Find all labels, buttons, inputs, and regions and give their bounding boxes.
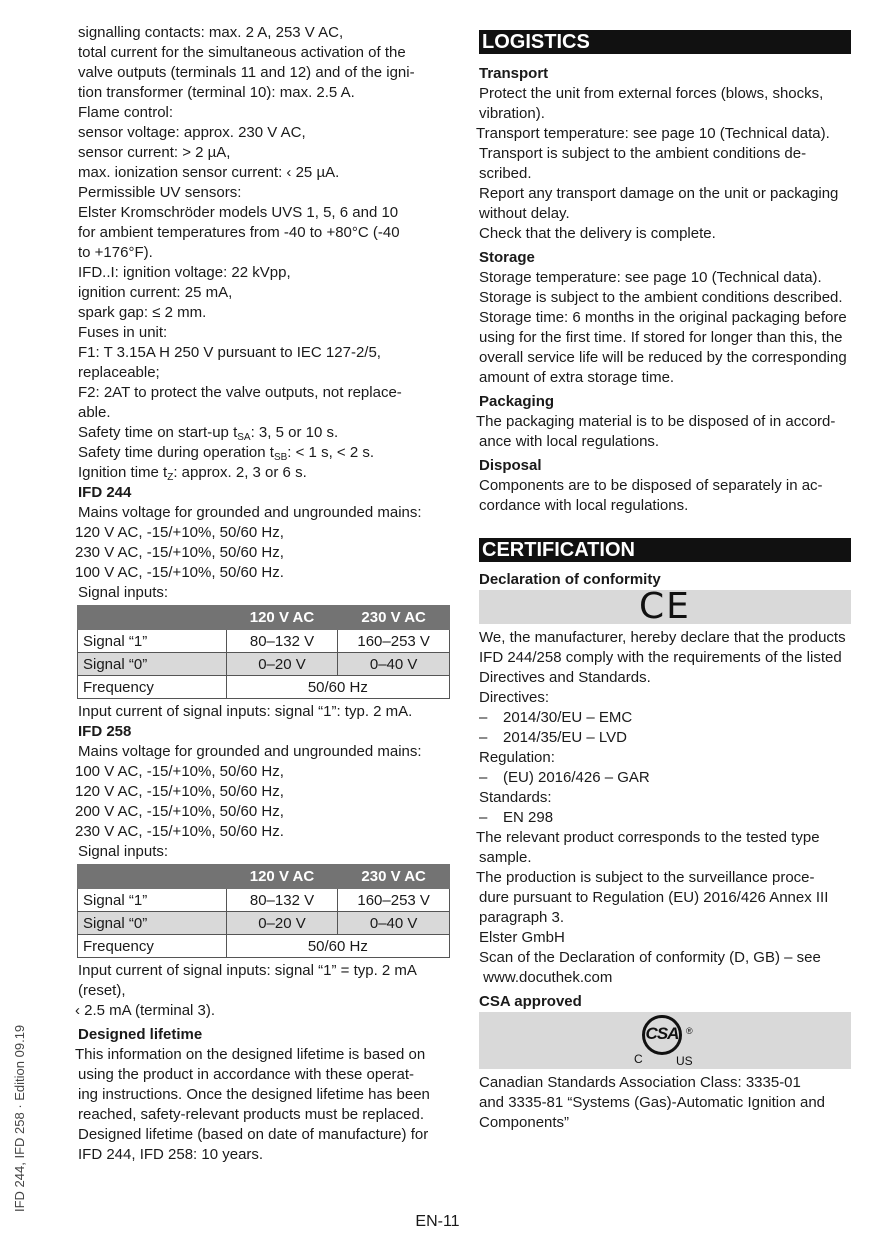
table-cell: Signal “0” [78, 912, 227, 935]
table-cell: 50/60 Hz [226, 935, 449, 958]
table-row [78, 676, 450, 699]
mains-intro: Mains voltage for grounded and ungrounded mains: [78, 504, 422, 521]
text-line: amount of extra storage time. [479, 369, 675, 386]
text-line: total current for the simultaneous activation of the [78, 44, 406, 61]
text-line: ignition current: 25 mA, [78, 284, 233, 301]
table-cell: 0–20 V [226, 912, 338, 935]
declaration-heading: Declaration of conformity [479, 571, 661, 588]
list-item-text: EN 298 [503, 809, 554, 826]
text-line: cordance with local regulations. [479, 497, 689, 514]
text-line: Elster GmbH [479, 929, 565, 946]
csa-c-mark: C [634, 1052, 643, 1066]
text-line: Permissible UV sensors: [78, 184, 242, 201]
table-header: 230 V AC [338, 606, 450, 630]
mains-line: 200 V AC, -15/+10%, 50/60 Hz, [75, 803, 284, 820]
table-cell: Signal “1” [78, 889, 227, 912]
text-line: scribed. [479, 165, 532, 182]
text-line: overall service life will be reduced by the corresponding [479, 349, 847, 366]
page-number: EN-11 [415, 1213, 460, 1230]
table-header-row [78, 606, 450, 630]
table-row [78, 935, 450, 958]
text-line: Fuses in unit: [78, 324, 168, 341]
safety-time-startup [78, 423, 453, 443]
table-header [78, 865, 227, 889]
text-line: Components are to be disposed of separately in ac- [479, 477, 823, 494]
safety-subscript: Z [167, 472, 174, 483]
text-line: and 3335-81 “Systems (Gas)-Automatic Ignition and [479, 1094, 826, 1111]
table-header: 120 V AC [226, 606, 338, 630]
text-line: for ambient temperatures from -40 to +80°C (-40 [78, 224, 400, 241]
text-line: without delay. [479, 205, 570, 222]
table-cell: Frequency [78, 676, 227, 699]
table-cell: 0–20 V [226, 653, 338, 676]
transport-heading: Transport [479, 65, 549, 82]
logistics-title-bar: LOGISTICS [479, 30, 851, 54]
text-line: Scan of the Declaration of conformity (D, GB) – see [479, 949, 821, 966]
text-line: max. ionization sensor current: ‹ 25 µA. [78, 164, 340, 181]
docuthek-link[interactable]: www.docuthek.com [479, 969, 613, 986]
input-current: ‹ 2.5 mA (terminal 3). [75, 1002, 216, 1019]
table-cell: Signal “0” [78, 653, 227, 676]
csa-us-mark: US [676, 1054, 693, 1068]
text-line: vibration). [479, 105, 545, 122]
directives-label: Directives: [479, 689, 550, 706]
tech-lines [78, 23, 453, 423]
list-dash: – [479, 729, 488, 746]
input-current: Input current of signal inputs: signal “1”: typ. 2 mA. [78, 703, 413, 720]
left-column [75, 23, 453, 1165]
text-line: IFD..I: ignition voltage: 22 kVpp, [78, 264, 291, 281]
input-current: Input current of signal inputs: signal “1” = typ. 2 mA [78, 962, 417, 979]
text-line: sample. [479, 849, 532, 866]
text-line: to +176°F). [78, 244, 153, 261]
safety-time-operation [78, 443, 453, 463]
csa-logo-icon [630, 1012, 700, 1069]
table-header: 120 V AC [226, 865, 338, 889]
table-cell: Signal “1” [78, 630, 227, 653]
mains-intro: Mains voltage for grounded and ungrounded mains: [78, 743, 422, 760]
list-item-text: 2014/35/EU – LVD [503, 729, 627, 746]
text-line: Transport temperature: see page 10 (Technical data). [476, 125, 830, 142]
text-line: The relevant product corresponds to the tested type [476, 829, 820, 846]
mains-line: 100 V AC, -15/+10%, 50/60 Hz, [75, 763, 284, 780]
list-item [479, 708, 853, 728]
right-column [476, 30, 853, 1133]
table-cell: Frequency [78, 935, 227, 958]
text-line: paragraph 3. [479, 909, 565, 926]
list-item [479, 768, 853, 788]
text-line: Report any transport damage on the unit or packaging [479, 185, 839, 202]
safety-text: Ignition time t [78, 464, 168, 481]
text-line: reached, safety-relevant products must be replaced. [78, 1106, 425, 1123]
input-current: (reset), [78, 982, 126, 999]
ifd244-heading: IFD 244 [78, 484, 132, 501]
ce-mark-icon: CE [639, 586, 691, 627]
list-item [479, 808, 853, 828]
text-line: Check that the delivery is complete. [479, 225, 716, 242]
standards-label: Standards: [479, 789, 552, 806]
list-dash: – [479, 809, 488, 826]
text-line: The packaging material is to be disposed of in accord- [476, 413, 836, 430]
text-line: Storage is subject to the ambient conditions described. [479, 289, 843, 306]
csa-letters: CSA [645, 1024, 679, 1043]
text-line: valve outputs (terminals 11 and 12) and of the igni- [78, 64, 415, 81]
text-line: Directives and Standards. [479, 669, 651, 686]
safety-text: : < 1 s, < 2 s. [287, 444, 375, 461]
mains-line: 120 V AC, -15/+10%, 50/60 Hz, [75, 783, 284, 800]
signal-inputs-label: Signal inputs: [78, 843, 169, 860]
text-line: IFD 244, IFD 258: 10 years. [78, 1146, 264, 1163]
text-line: dure pursuant to Regulation (EU) 2016/426 Annex III [479, 889, 829, 906]
safety-subscript: SB [273, 452, 288, 463]
csa-logo-box [479, 1012, 851, 1069]
list-dash: – [479, 769, 488, 786]
regulation-label: Regulation: [479, 749, 555, 766]
table-header-row [78, 865, 450, 889]
table-header [78, 606, 227, 630]
mains-line: 230 V AC, -15/+10%, 50/60 Hz. [75, 823, 284, 840]
text-line: Storage time: 6 months in the original packaging before [479, 309, 847, 326]
certification-title-bar: CERTIFICATION [479, 538, 851, 562]
table-cell: 160–253 V [338, 630, 450, 653]
text-line: Protect the unit from external forces (blows, shocks, [479, 85, 824, 102]
ifd258-heading: IFD 258 [78, 723, 132, 740]
ce-mark-box [479, 586, 851, 627]
table-cell: 0–40 V [338, 912, 450, 935]
csa-heading: CSA approved [479, 993, 582, 1010]
text-line: F2: 2AT to protect the valve outputs, not replace- [78, 384, 402, 401]
list-item-text: (EU) 2016/426 – GAR [503, 769, 650, 786]
signal-inputs-label: Signal inputs: [78, 584, 169, 601]
ignition-time [78, 463, 453, 483]
table-cell: 80–132 V [226, 889, 338, 912]
text-line: The production is subject to the surveillance proce- [476, 869, 815, 886]
safety-text: : approx. 2, 3 or 6 s. [173, 464, 307, 481]
table-row [78, 912, 450, 935]
table-cell: 0–40 V [338, 653, 450, 676]
text-line: Transport is subject to the ambient conditions de- [479, 145, 807, 162]
storage-heading: Storage [479, 249, 535, 266]
table-row [78, 630, 450, 653]
list-item-text: 2014/30/EU – EMC [503, 709, 633, 726]
table-header: 230 V AC [338, 865, 450, 889]
text-line: spark gap: ≤ 2 mm. [78, 304, 207, 321]
list-dash: – [479, 709, 488, 726]
text-line: Canadian Standards Association Class: 3335-01 [479, 1074, 801, 1091]
list-item [479, 728, 853, 748]
safety-text: Safety time on start-up t [78, 424, 238, 441]
mains-line: 100 V AC, -15/+10%, 50/60 Hz. [75, 564, 284, 581]
text-line: This information on the designed lifetime is based on [75, 1046, 426, 1063]
table-cell: 160–253 V [338, 889, 450, 912]
disposal-heading: Disposal [479, 457, 542, 474]
text-line: using for the first time. If stored for longer than this, the [479, 329, 843, 346]
text-line: Storage temperature: see page 10 (Technical data). [479, 269, 822, 286]
csa-registered: ® [686, 1026, 693, 1036]
lifetime-heading: Designed lifetime [78, 1026, 203, 1043]
text-line: Designed lifetime (based on date of manufacture) for [78, 1126, 429, 1143]
safety-text: Safety time during operation t [78, 444, 274, 461]
text-line: signalling contacts: max. 2 A, 253 V AC, [78, 24, 344, 41]
text-line: ing instructions. Once the designed lifetime has been [78, 1086, 430, 1103]
text-line: sensor current: > 2 µA, [78, 144, 231, 161]
packaging-heading: Packaging [479, 393, 555, 410]
text-line: sensor voltage: approx. 230 V AC, [78, 124, 306, 141]
text-line: replaceable; [78, 364, 160, 381]
mains-line: 120 V AC, -15/+10%, 50/60 Hz, [75, 524, 284, 541]
table-cell: 50/60 Hz [226, 676, 449, 699]
text-line: Elster Kromschröder models UVS 1, 5, 6 and 10 [78, 204, 399, 221]
text-line: tion transformer (terminal 10): max. 2.5 A. [78, 84, 355, 101]
text-line: using the product in accordance with these operat- [78, 1066, 415, 1083]
text-line: ance with local regulations. [479, 433, 660, 450]
safety-text: : 3, 5 or 10 s. [250, 424, 339, 441]
text-line: Flame control: [78, 104, 174, 121]
text-line: able. [78, 404, 111, 421]
text-line: We, the manufacturer, hereby declare that the products [479, 629, 846, 646]
table-row [78, 653, 450, 676]
ifd244-signal-table [77, 605, 450, 699]
text-line: F1: T 3.15A H 250 V pursuant to IEC 127-2/5, [78, 344, 381, 361]
text-line: Components” [479, 1114, 570, 1131]
mains-line: 230 V AC, -15/+10%, 50/60 Hz, [75, 544, 284, 561]
ifd258-signal-table [77, 864, 450, 958]
table-cell: 80–132 V [226, 630, 338, 653]
edition-side-label: IFD 244, IFD 258 · Edition 09.19 [12, 1024, 27, 1212]
table-row [78, 889, 450, 912]
safety-subscript: SA [237, 432, 251, 443]
text-line: IFD 244/258 comply with the requirements of the listed [479, 649, 842, 666]
